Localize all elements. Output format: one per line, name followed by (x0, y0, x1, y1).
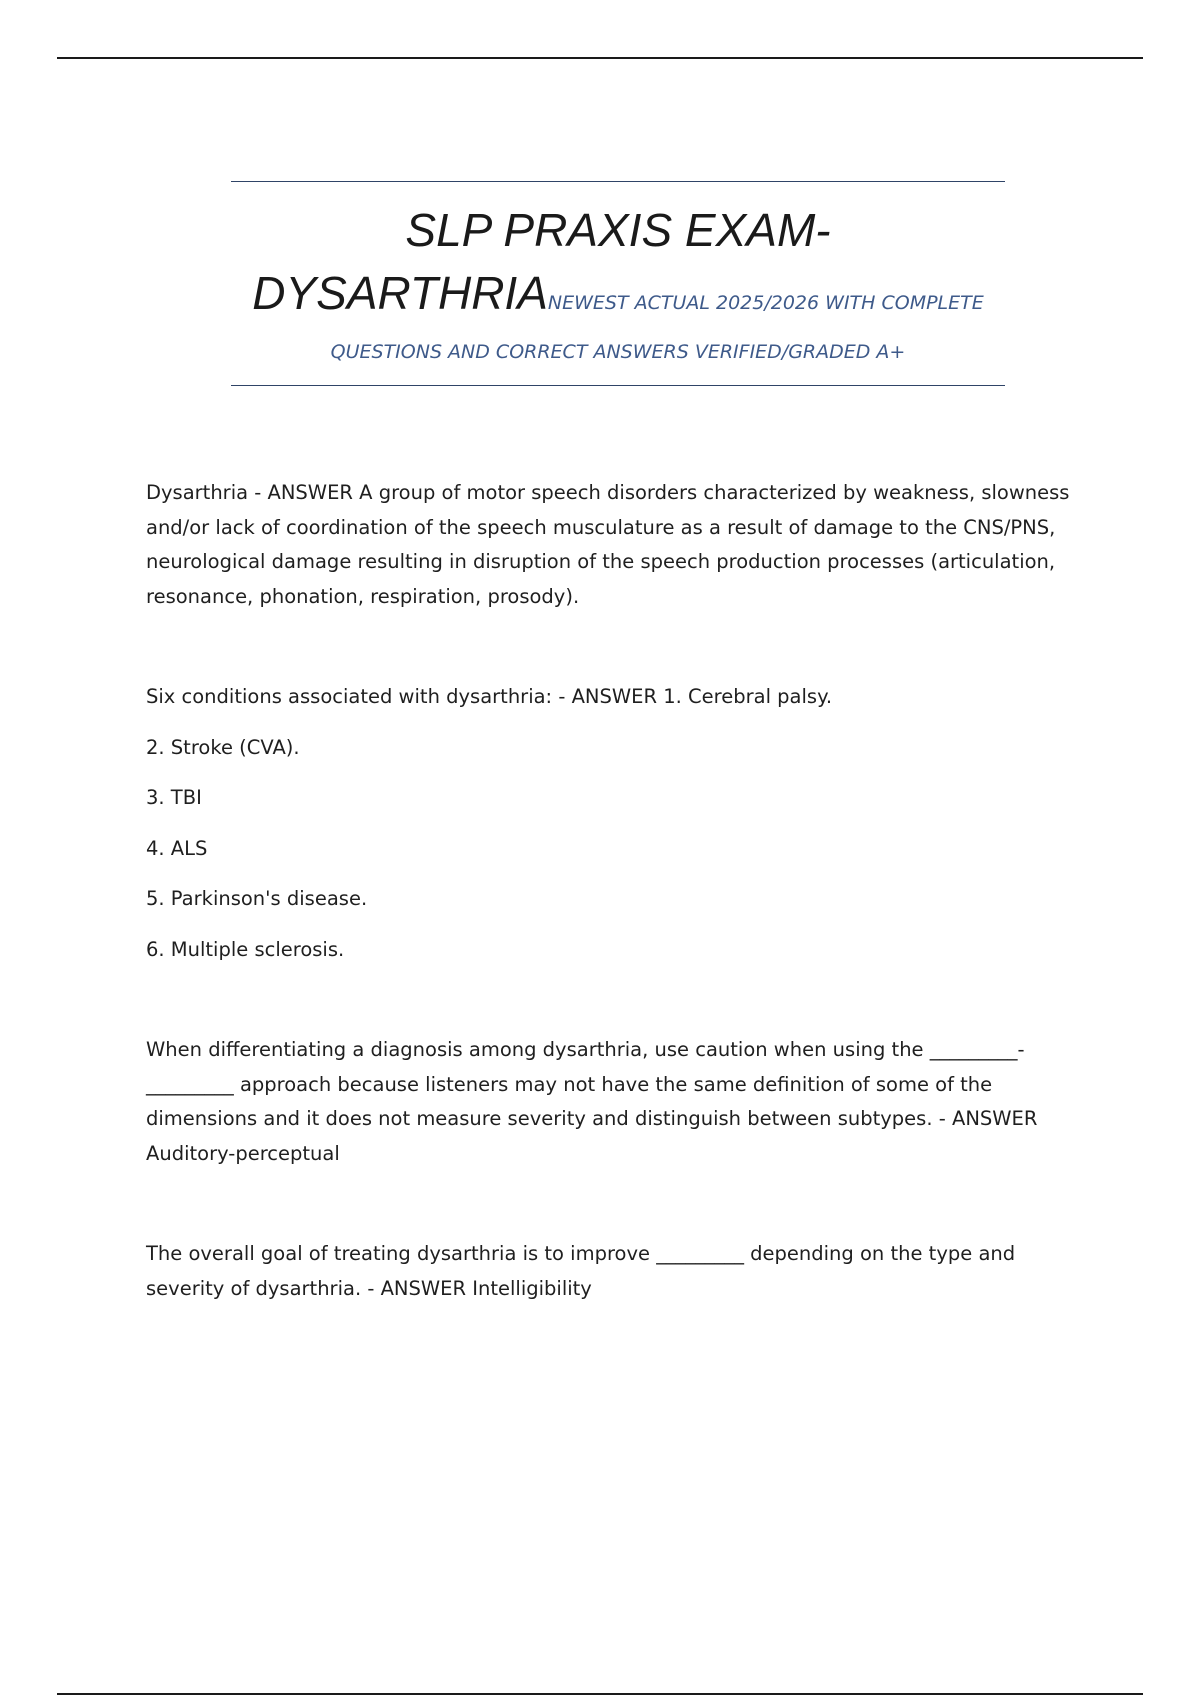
title-dysarthria: DYSARTHRIA (252, 267, 548, 319)
page-bottom-rule (57, 1693, 1143, 1695)
qa-item-auditory-perceptual: When differentiating a diagnosis among dysarthria, use caution when using the _________-_________ approach because listeners may not have the same definition of some of the dimensions and it does not measure severity and distinguish between subtypes. - ANSWER Auditory-perceptual (146, 1038, 1038, 1165)
qa-item-six-conditions (146, 680, 1076, 967)
list-item: 3. TBI (146, 786, 202, 809)
page-top-rule (57, 57, 1143, 59)
title-top-rule (231, 181, 1005, 182)
qa-item-intelligibility: The overall goal of treating dysarthria is to improve _________ depending on the type and severity of dysarthria. - ANSWER Intelligibility (146, 1242, 1016, 1300)
qa-question: Six conditions associated with dysarthria: - ANSWER 1. Cerebral palsy. (146, 685, 833, 708)
title-line-2 (231, 261, 1005, 335)
qa-item-dysarthria-definition: Dysarthria - ANSWER A group of motor speech disorders characterized by weakness, slowness and/or lack of coordination of the speech musculature as a result of damage to the CNS/PNS, neurological damage resulting in disruption of the speech production processes (articulation, resonance, phonation, respiration, prosody). (146, 481, 1070, 608)
subtitle-line-1: NEWEST ACTUAL 2025/2026 WITH COMPLETE (547, 292, 984, 314)
document-title (231, 199, 1005, 335)
list-item: 2. Stroke (CVA). (146, 735, 300, 759)
document-content (146, 476, 1076, 1306)
subtitle-line-2: QUESTIONS AND CORRECT ANSWERS VERIFIED/GRADED A+ (330, 341, 906, 363)
title-block (231, 181, 1005, 386)
list-item: 5. Parkinson's disease. (146, 887, 368, 910)
list-item: 4. ALS (146, 836, 208, 860)
title-line-1: SLP PRAXIS EXAM- (405, 204, 831, 256)
list-item: 6. Multiple sclerosis. (146, 937, 345, 961)
title-bottom-rule (231, 385, 1005, 386)
